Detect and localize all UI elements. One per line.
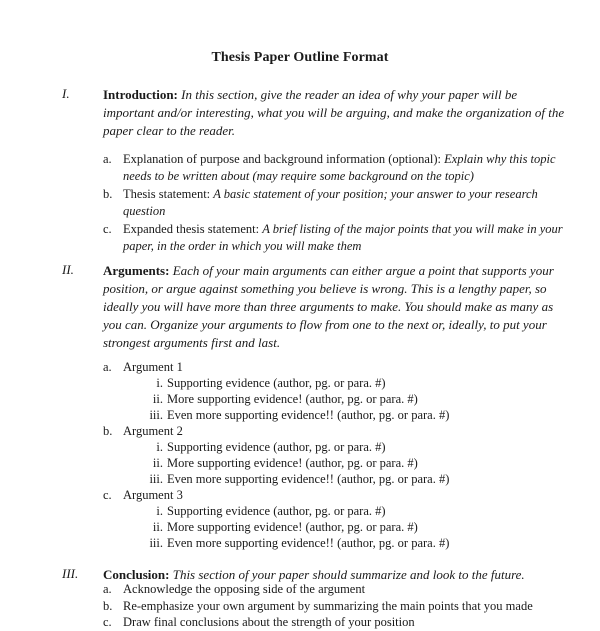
evidence-item <box>103 439 573 455</box>
list-item <box>103 614 573 631</box>
section-numeral: II. <box>62 262 74 277</box>
conclusion-list <box>103 581 573 631</box>
item-text: Draw final conclusions about the strength of your position <box>123 615 415 629</box>
evidence-text: Even more supporting evidence!! (author, pg. or para. #) <box>167 408 450 422</box>
item-plain: Thesis statement: <box>123 187 211 201</box>
list-item <box>103 598 573 615</box>
evidence-item <box>103 471 573 487</box>
item-italic: Explain why this topic needs to be written about (may require some background on the topic) <box>123 152 556 183</box>
sub-marker: ii. <box>152 520 163 534</box>
argument-label: Argument 1 <box>123 360 183 374</box>
item-marker: b. <box>103 424 113 438</box>
item-italic: A brief listing of the major points that you will make in your paper, in the order in which you will make them <box>123 222 563 253</box>
list-item <box>103 186 573 219</box>
argument-label: Argument 2 <box>123 424 183 438</box>
sub-marker: iii. <box>149 472 163 486</box>
evidence-text: More supporting evidence! (author, pg. or para. #) <box>167 392 418 406</box>
section-heading: Arguments: <box>103 263 170 278</box>
evidence-text: More supporting evidence! (author, pg. or para. #) <box>167 456 418 470</box>
item-text: Re-emphasize your own argument by summarizing the main points that you made <box>123 598 533 613</box>
evidence-item <box>103 407 573 423</box>
page-title: Thesis Paper Outline Format <box>211 50 389 65</box>
item-plain: Expanded thesis statement: <box>123 222 260 236</box>
arguments-list <box>103 359 573 551</box>
item-text: Acknowledge the opposing side of the argument <box>123 582 366 596</box>
item-marker: b. <box>103 598 113 613</box>
evidence-item <box>103 503 573 519</box>
section-text: This section of your paper should summarize and look to the future. <box>172 567 525 582</box>
section-intro-paragraph <box>103 262 568 352</box>
item-plain: Explanation of purpose and background information (optional): <box>123 152 441 166</box>
item-marker: a. <box>103 360 112 374</box>
item-marker: b. <box>103 187 113 201</box>
list-item <box>103 581 573 598</box>
item-marker: a. <box>103 582 112 596</box>
evidence-item <box>103 375 573 391</box>
evidence-item <box>103 519 573 535</box>
section-heading: Conclusion: <box>103 567 170 582</box>
sub-marker: i. <box>156 504 163 518</box>
evidence-text: Even more supporting evidence!! (author, pg. or para. #) <box>167 472 450 486</box>
evidence-item <box>103 455 573 471</box>
evidence-text: Supporting evidence (author, pg. or para. #) <box>167 440 386 454</box>
intro-list <box>103 151 573 256</box>
list-item <box>103 221 573 254</box>
section-intro-paragraph <box>103 86 568 140</box>
evidence-text: Even more supporting evidence!! (author, pg. or para. #) <box>167 536 450 550</box>
section-numeral: III. <box>62 566 79 581</box>
argument-item <box>103 487 573 503</box>
item-marker: c. <box>103 222 112 236</box>
sub-marker: i. <box>156 376 163 390</box>
evidence-item <box>103 535 573 551</box>
sub-marker: ii. <box>152 456 163 470</box>
argument-label: Argument 3 <box>123 488 183 502</box>
evidence-item <box>103 391 573 407</box>
section-text: Each of your main arguments can either argue a point that supports your position, or argue against something you believe is wrong. This is a lengthy paper, so ideally you will have more than three arguments to make. You should make as many as you can. Organize your arguments to flow from one to the next or, ideally, to put your strongest arguments first and last. <box>103 263 554 350</box>
evidence-text: More supporting evidence! (author, pg. or para. #) <box>167 520 418 534</box>
sub-marker: ii. <box>152 392 163 406</box>
item-marker: c. <box>103 488 112 502</box>
section-heading: Introduction: <box>103 87 178 102</box>
item-italic: A basic statement of your position; your answer to your research question <box>123 187 538 218</box>
section-text: In this section, give the reader an idea of why your paper will be important and/or interesting, what you will be arguing, and make the organization of the paper clear to the reader. <box>103 87 565 138</box>
item-marker: c. <box>103 615 112 629</box>
section-numeral: I. <box>62 86 70 101</box>
argument-item <box>103 359 573 375</box>
evidence-text: Supporting evidence (author, pg. or para. #) <box>167 376 386 390</box>
list-item <box>103 151 573 184</box>
sub-marker: iii. <box>149 536 163 550</box>
sub-marker: iii. <box>149 408 163 422</box>
item-marker: a. <box>103 152 112 166</box>
argument-item <box>103 423 573 439</box>
evidence-text: Supporting evidence (author, pg. or para. #) <box>167 504 386 518</box>
sub-marker: i. <box>156 440 163 454</box>
